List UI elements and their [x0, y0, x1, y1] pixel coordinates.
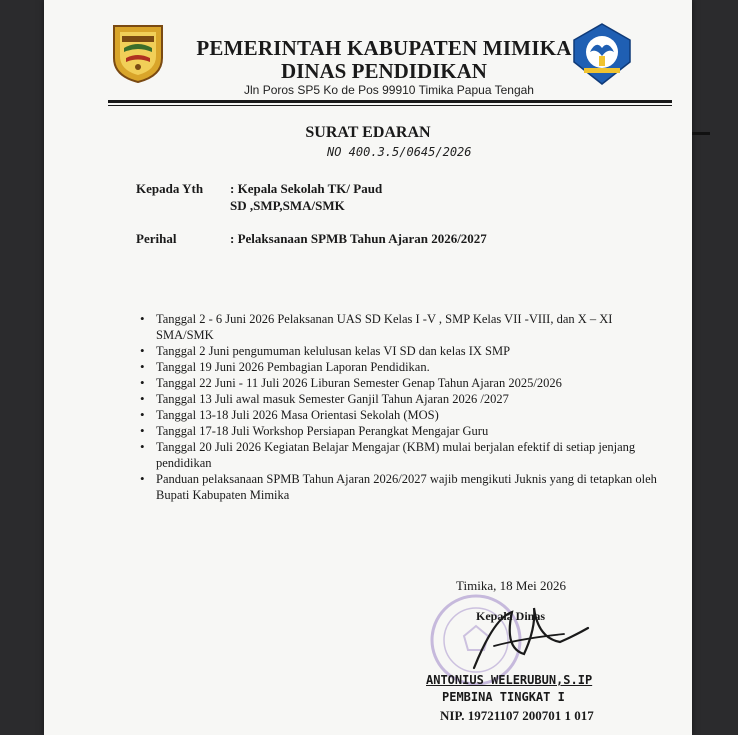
recipient-line1: : Kepala Sekolah TK/ Paud — [230, 181, 383, 196]
letter-number: NO 400.3.5/0645/2026 — [327, 145, 472, 159]
signatory-role: Kepala Dinas — [476, 609, 546, 623]
header-rule-thick — [108, 100, 672, 103]
subject-label: Perihal — [136, 231, 177, 246]
schedule-list — [140, 311, 660, 503]
list-item: • Tanggal 2 Juni pengumuman kelulusan kelas VI SD dan kelas IX SMP — [140, 343, 660, 359]
list-item: • Panduan pelaksanaan SPMB Tahun Ajaran 2026/2027 wajib mengikuti Juknis yang di tetapkan oleh Bupati Kabupaten Mimika — [140, 471, 660, 503]
signatory-nip: NIP. 19721107 200701 1 017 — [440, 708, 594, 723]
subject-value: : Pelaksanaan SPMB Tahun Ajaran 2026/2027 — [230, 231, 487, 246]
background-mark — [692, 132, 710, 135]
department-name: DINAS PENDIDIKAN — [281, 59, 487, 83]
list-item: • Tanggal 19 Juni 2026 Pembagian Laporan Pendidikan. — [140, 359, 660, 375]
header-rule-thin — [108, 105, 672, 106]
list-item: • Tanggal 2 - 6 Juni 2026 Pelaksanan UAS SD Kelas I -V , SMP Kelas VII -VIII, dan X – XI SMA/SMK — [140, 311, 660, 343]
letter-title: SURAT EDARAN — [305, 124, 431, 141]
place-date: Timika, 18 Mei 2026 — [456, 578, 567, 593]
list-item: • Tanggal 17-18 Juli Workshop Persiapan Perangkat Mengajar Guru — [140, 423, 660, 439]
letter-page — [44, 0, 692, 735]
signatory-name: ANTONIUS WELERUBUN,S.IP — [426, 673, 593, 687]
handwritten-signature-icon — [464, 598, 594, 678]
signatory-rank: PEMBINA TINGKAT I — [442, 690, 565, 704]
list-item: • Tanggal 20 Juli 2026 Kegiatan Belajar Mengajar (KBM) mulai berjalan efektif di setiap jenjang pendidikan — [140, 439, 660, 471]
recipient-line2: SD ,SMP,SMA/SMK — [230, 198, 345, 213]
list-item: • Tanggal 22 Juni - 11 Juli 2026 Liburan Semester Genap Tahun Ajaran 2025/2026 — [140, 375, 660, 391]
agency-address: Jln Poros SP5 Ko de Pos 99910 Timika Papua Tengah — [244, 83, 534, 97]
list-item: • Tanggal 13-18 Juli 2026 Masa Orientasi Sekolah (MOS) — [140, 407, 660, 423]
recipient-label: Kepada Yth — [136, 181, 204, 196]
list-item: • Tanggal 13 Juli awal masuk Semester Ganjil Tahun Ajaran 2026 /2027 — [140, 391, 660, 407]
agency-name: PEMERINTAH KABUPATEN MIMIKA — [196, 36, 572, 60]
